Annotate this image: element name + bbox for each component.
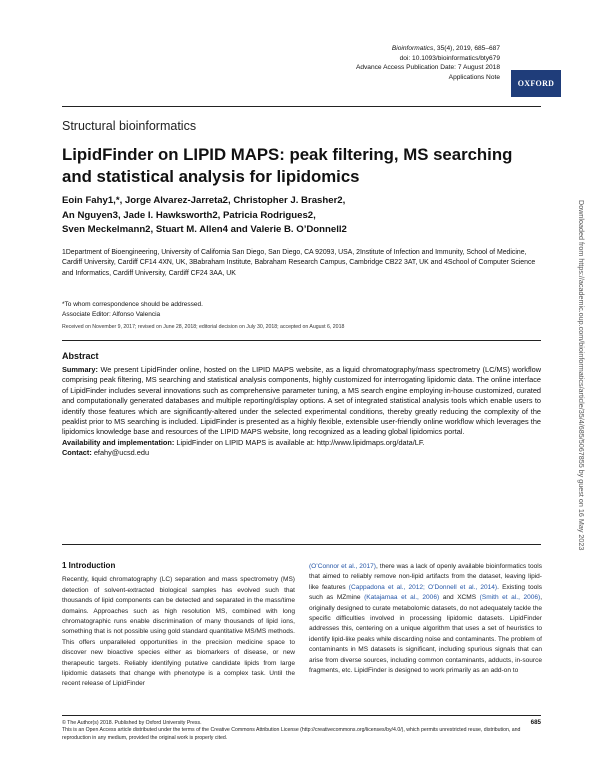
authors-line-2: An Nguyen3, Jade I. Hawksworth2, Patricia Rodrigues2, — [62, 209, 316, 221]
copyright: © The Author(s) 2018. Published by Oxford University Press. — [62, 720, 202, 726]
body-rule — [62, 544, 541, 545]
journal-header — [356, 44, 500, 82]
contact-label: Contact: — [62, 448, 92, 458]
footer-rule — [62, 715, 541, 716]
license-text: This is an Open Access article distributed under the terms of the Creative Commons Attribution License (http://creativecommons.org/licenses/by/4.0/), which permits unrestricted reuse, distribution, and reproduction in any medium, provided the original work is properly cited. — [62, 727, 521, 741]
availability-text[interactable]: LipidFinder on LIPID MAPS is available at: http://www.lipidmaps.org/data/LF. — [174, 437, 425, 447]
abstract-rule — [62, 340, 541, 341]
abstract-body — [62, 365, 541, 459]
intro-right-text: , there was a lack of openly available bioinformatics tools that aimed to reliably remove non-lipid artifacts from the dataset, leaving lipid-like features — [309, 563, 542, 591]
summary-text: We present LipidFinder online, hosted on the LIPID MAPS website, as a liquid chromatography/mass spectrometry (LC/MS) workflow comprising peak filtering, MS searching and statistical analysis components, highly customized for interrogating lipidomic data. The online interface of LipidFinder includes several innovations such as comprehensive parameter tuning, a MS search engine employing in-house customized, curated and computationally generated databases and multiple reporting/display options. A set of integrated statistical analysis tools which enable users to identify those features which are significantly-altered under the selected experimental conditions, thereby greatly reducing the complexity of the peaklist prior to MS searching is included. LipidFinder is presented as a highly flexible, extensible user-friendly online workflow which leverages the lipidomics knowledge base and resources of the LIPID MAPS website, long recognized as a leading global lipidomics portal. — [62, 365, 541, 437]
advance-access-date: Advance Access Publication Date: 7 August 2018 — [355, 64, 500, 72]
abstract-heading: Abstract — [62, 351, 99, 361]
abstract-summary — [62, 365, 541, 438]
footer — [62, 720, 541, 742]
header-rule — [62, 106, 541, 107]
correspondence-note: *To whom correspondence should be addressed. — [62, 301, 203, 308]
citation-link[interactable]: (Cappadona et al., 2012; O’Donnell et al., 2014) — [348, 583, 498, 591]
article-notes — [62, 300, 542, 319]
journal-name: Bioinformatics — [391, 45, 434, 52]
citation-link[interactable]: (Smith et al., 2006) — [479, 594, 541, 602]
section-title: Structural bioinformatics — [62, 119, 197, 133]
author-list — [62, 194, 542, 238]
abstract-contact — [62, 448, 541, 458]
authors-line-3: Sven Meckelmann2, Stuart M. Allen4 and Valerie B. O’Donnell2 — [62, 224, 347, 235]
abstract-availability — [62, 438, 541, 448]
intro-heading: 1 Introduction — [62, 561, 116, 570]
intro-right-text: . Existing tools such as MZmine — [309, 583, 542, 602]
affiliations: 1Department of Bioengineering, University of California San Diego, San Diego, CA 92093, USA, 2Institute of Infection and Immunity, School of Medicine, Cardiff University, Cardiff CF14 4XN, UK, 3Babraham Institute, Babraham Research Campus, Cambridge CB22 3AT, UK and 4School of Computer Science and Informatics, Cardiff University, Cardiff CF24 3AA, UK — [62, 249, 536, 277]
summary-label: Summary: — [62, 365, 98, 374]
authors-line-1: Eoin Fahy1,*, Jorge Alvarez-Jarreta2, Christopher J. Brasher2, — [62, 195, 346, 206]
citation-link[interactable]: (O’Connor et al., 2017) — [309, 563, 376, 570]
citation-link[interactable]: (Katajamaa et al., 2006) — [364, 594, 440, 602]
availability-label: Availability and implementation: — [62, 437, 175, 447]
doi[interactable]: doi: 10.1093/bioinformatics/bty679 — [399, 54, 500, 62]
intro-left-text: Recently, liquid chromatography (LC) separation and mass spectrometry (MS) detection of solvent-extracted biological samples has evolved such that thousands of lipid components can be detected and separated in the mass/time domains. Approaches such as high resolution MS, combined with long chromatographic runs enable discrimination of many thousands of lipid ions, something that is not possible using gold standard quantitative MS/MS methods. This offers unparalleled opportunities in the precision medicine space to discover new bioactive species either as biomarkers of disease, or new therapeutic targets. Reliably identifying putative candidate lipids from large lipidomic datasets that change with phenotype is a complex task. Until the recent release of LipidFinder — [62, 576, 295, 688]
intro-right-column — [309, 562, 542, 676]
contact-email[interactable]: efahy@ucsd.edu — [91, 448, 150, 458]
article-type: Applications Note — [448, 73, 500, 81]
article-dates: Received on November 9, 2017; revised on June 28, 2018; editorial decision on July 30, 2018; accepted on August 6, 2018 — [62, 324, 345, 330]
intro-left-column — [62, 561, 295, 690]
page-number: 685 — [530, 719, 541, 726]
intro-right-text: and XCMS — [439, 594, 480, 602]
article-title: LipidFinder on LIPID MAPS: peak filtering, MS searching and statistical analysis for lipidomics — [62, 145, 513, 186]
associate-editor: Associate Editor: Alfonso Valencia — [62, 310, 161, 318]
download-watermark: Downloaded from https://academic.oup.com/bioinformatics/article/35/4/685/5067855 by guest on 16 May 2023 — [577, 200, 586, 551]
intro-right-text: , originally designed to curate metabolomic datasets, do not adequately tackle the specific difficulties involved in processing lipidomic datasets. LipidFinder addresses this, centering on a unique algorithm that uses a set of heuristics to identify lipid-like peaks while discarding noise and contaminants. The problem of contaminants in MS datasets is significant, including spurious signals that can arise from diverse sources, including common contaminants, adducts, in-source fragments, etc. LipidFinder is designed to work primarily as an add-on to — [309, 594, 543, 675]
journal-citation: , 35(4), 2019, 685–687 — [433, 45, 500, 52]
oxford-logo: OXFORD — [511, 70, 561, 97]
